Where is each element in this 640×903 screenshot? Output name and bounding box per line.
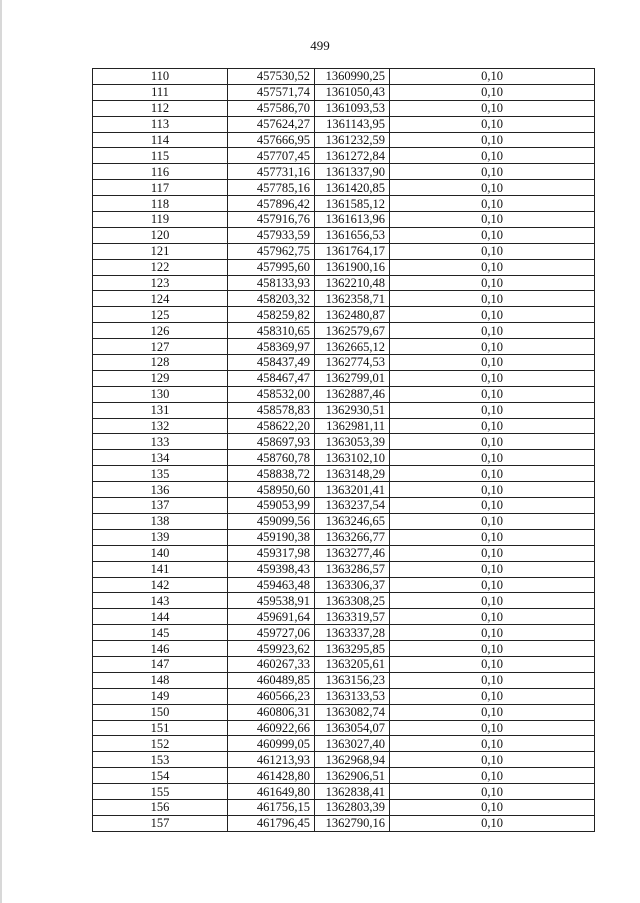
point-number-cell: 154 xyxy=(93,768,228,784)
x-coordinate-cell: 461649,80 xyxy=(228,784,315,800)
y-coordinate-cell: 1362968,94 xyxy=(315,752,390,768)
table-row xyxy=(93,148,595,164)
deviation-cell: 0,10 xyxy=(390,243,595,259)
x-coordinate-cell: 457707,45 xyxy=(228,148,315,164)
point-number-cell: 112 xyxy=(93,100,228,116)
x-coordinate-cell: 458437,49 xyxy=(228,355,315,371)
x-coordinate-cell: 461213,93 xyxy=(228,752,315,768)
x-coordinate-cell: 460806,31 xyxy=(228,704,315,720)
table-row xyxy=(93,307,595,323)
point-number-cell: 139 xyxy=(93,529,228,545)
y-coordinate-cell: 1361764,17 xyxy=(315,243,390,259)
x-coordinate-cell: 458467,47 xyxy=(228,370,315,386)
table-row xyxy=(93,434,595,450)
y-coordinate-cell: 1362210,48 xyxy=(315,275,390,291)
y-coordinate-cell: 1363337,28 xyxy=(315,625,390,641)
deviation-cell: 0,10 xyxy=(390,656,595,672)
point-number-cell: 123 xyxy=(93,275,228,291)
y-coordinate-cell: 1363053,39 xyxy=(315,434,390,450)
table-row xyxy=(93,672,595,688)
y-coordinate-cell: 1362838,41 xyxy=(315,784,390,800)
x-coordinate-cell: 457624,27 xyxy=(228,116,315,132)
y-coordinate-cell: 1363054,07 xyxy=(315,720,390,736)
table-row xyxy=(93,227,595,243)
table-row xyxy=(93,688,595,704)
point-number-cell: 143 xyxy=(93,593,228,609)
x-coordinate-cell: 457666,95 xyxy=(228,132,315,148)
y-coordinate-cell: 1363133,53 xyxy=(315,688,390,704)
point-number-cell: 156 xyxy=(93,799,228,815)
y-coordinate-cell: 1363205,61 xyxy=(315,656,390,672)
table-row xyxy=(93,275,595,291)
table-row xyxy=(93,450,595,466)
x-coordinate-cell: 457896,42 xyxy=(228,196,315,212)
table-row xyxy=(93,561,595,577)
table-row xyxy=(93,196,595,212)
x-coordinate-cell: 458369,97 xyxy=(228,339,315,355)
point-number-cell: 150 xyxy=(93,704,228,720)
y-coordinate-cell: 1361585,12 xyxy=(315,196,390,212)
point-number-cell: 128 xyxy=(93,355,228,371)
point-number-cell: 124 xyxy=(93,291,228,307)
point-number-cell: 110 xyxy=(93,69,228,85)
y-coordinate-cell: 1363308,25 xyxy=(315,593,390,609)
y-coordinate-cell: 1363246,65 xyxy=(315,513,390,529)
x-coordinate-cell: 458532,00 xyxy=(228,386,315,402)
table-row xyxy=(93,386,595,402)
table-row xyxy=(93,609,595,625)
x-coordinate-cell: 459727,06 xyxy=(228,625,315,641)
x-coordinate-cell: 459923,62 xyxy=(228,641,315,657)
point-number-cell: 151 xyxy=(93,720,228,736)
y-coordinate-cell: 1361656,53 xyxy=(315,227,390,243)
y-coordinate-cell: 1362930,51 xyxy=(315,402,390,418)
deviation-cell: 0,10 xyxy=(390,148,595,164)
table-row xyxy=(93,355,595,371)
y-coordinate-cell: 1362790,16 xyxy=(315,815,390,831)
point-number-cell: 120 xyxy=(93,227,228,243)
x-coordinate-cell: 458259,82 xyxy=(228,307,315,323)
point-number-cell: 157 xyxy=(93,815,228,831)
table-row xyxy=(93,132,595,148)
deviation-cell: 0,10 xyxy=(390,100,595,116)
y-coordinate-cell: 1361050,43 xyxy=(315,84,390,100)
table-row xyxy=(93,656,595,672)
table-row xyxy=(93,641,595,657)
deviation-cell: 0,10 xyxy=(390,418,595,434)
deviation-cell: 0,10 xyxy=(390,641,595,657)
y-coordinate-cell: 1361613,96 xyxy=(315,212,390,228)
y-coordinate-cell: 1362799,01 xyxy=(315,370,390,386)
x-coordinate-cell: 457530,52 xyxy=(228,69,315,85)
point-number-cell: 149 xyxy=(93,688,228,704)
table-row xyxy=(93,323,595,339)
deviation-cell: 0,10 xyxy=(390,545,595,561)
x-coordinate-cell: 460566,23 xyxy=(228,688,315,704)
point-number-cell: 145 xyxy=(93,625,228,641)
y-coordinate-cell: 1361272,84 xyxy=(315,148,390,164)
y-coordinate-cell: 1363295,85 xyxy=(315,641,390,657)
x-coordinate-cell: 459190,38 xyxy=(228,529,315,545)
point-number-cell: 142 xyxy=(93,577,228,593)
y-coordinate-cell: 1363156,23 xyxy=(315,672,390,688)
point-number-cell: 153 xyxy=(93,752,228,768)
y-coordinate-cell: 1361337,90 xyxy=(315,164,390,180)
deviation-cell: 0,10 xyxy=(390,180,595,196)
deviation-cell: 0,10 xyxy=(390,752,595,768)
y-coordinate-cell: 1361232,59 xyxy=(315,132,390,148)
point-number-cell: 111 xyxy=(93,84,228,100)
table-row xyxy=(93,752,595,768)
deviation-cell: 0,10 xyxy=(390,339,595,355)
x-coordinate-cell: 458310,65 xyxy=(228,323,315,339)
y-coordinate-cell: 1363201,41 xyxy=(315,482,390,498)
table-row xyxy=(93,164,595,180)
table-row xyxy=(93,704,595,720)
point-number-cell: 134 xyxy=(93,450,228,466)
y-coordinate-cell: 1363082,74 xyxy=(315,704,390,720)
table-row xyxy=(93,784,595,800)
x-coordinate-cell: 459099,56 xyxy=(228,513,315,529)
table-row xyxy=(93,180,595,196)
deviation-cell: 0,10 xyxy=(390,116,595,132)
deviation-cell: 0,10 xyxy=(390,609,595,625)
table-row xyxy=(93,243,595,259)
y-coordinate-cell: 1363148,29 xyxy=(315,466,390,482)
table-row xyxy=(93,799,595,815)
x-coordinate-cell: 458133,93 xyxy=(228,275,315,291)
x-coordinate-cell: 457962,75 xyxy=(228,243,315,259)
y-coordinate-cell: 1362665,12 xyxy=(315,339,390,355)
table-row xyxy=(93,339,595,355)
deviation-cell: 0,10 xyxy=(390,227,595,243)
point-number-cell: 140 xyxy=(93,545,228,561)
x-coordinate-cell: 458622,20 xyxy=(228,418,315,434)
x-coordinate-cell: 457995,60 xyxy=(228,259,315,275)
point-number-cell: 119 xyxy=(93,212,228,228)
table-row xyxy=(93,577,595,593)
deviation-cell: 0,10 xyxy=(390,466,595,482)
point-number-cell: 129 xyxy=(93,370,228,386)
x-coordinate-cell: 458578,83 xyxy=(228,402,315,418)
point-number-cell: 130 xyxy=(93,386,228,402)
table-row xyxy=(93,418,595,434)
point-number-cell: 116 xyxy=(93,164,228,180)
y-coordinate-cell: 1363237,54 xyxy=(315,498,390,514)
x-coordinate-cell: 459398,43 xyxy=(228,561,315,577)
y-coordinate-cell: 1360990,25 xyxy=(315,69,390,85)
table-row xyxy=(93,69,595,85)
coordinates-table xyxy=(92,68,595,832)
deviation-cell: 0,10 xyxy=(390,672,595,688)
table-row xyxy=(93,815,595,831)
deviation-cell: 0,10 xyxy=(390,84,595,100)
deviation-cell: 0,10 xyxy=(390,370,595,386)
deviation-cell: 0,10 xyxy=(390,212,595,228)
deviation-cell: 0,10 xyxy=(390,688,595,704)
table-row xyxy=(93,370,595,386)
table-row xyxy=(93,84,595,100)
table-row xyxy=(93,720,595,736)
deviation-cell: 0,10 xyxy=(390,498,595,514)
deviation-cell: 0,10 xyxy=(390,815,595,831)
x-coordinate-cell: 458697,93 xyxy=(228,434,315,450)
x-coordinate-cell: 460489,85 xyxy=(228,672,315,688)
y-coordinate-cell: 1362981,11 xyxy=(315,418,390,434)
deviation-cell: 0,10 xyxy=(390,768,595,784)
deviation-cell: 0,10 xyxy=(390,450,595,466)
point-number-cell: 127 xyxy=(93,339,228,355)
deviation-cell: 0,10 xyxy=(390,434,595,450)
deviation-cell: 0,10 xyxy=(390,625,595,641)
deviation-cell: 0,10 xyxy=(390,386,595,402)
deviation-cell: 0,10 xyxy=(390,529,595,545)
x-coordinate-cell: 460999,05 xyxy=(228,736,315,752)
point-number-cell: 146 xyxy=(93,641,228,657)
table-row xyxy=(93,291,595,307)
point-number-cell: 148 xyxy=(93,672,228,688)
deviation-cell: 0,10 xyxy=(390,132,595,148)
y-coordinate-cell: 1362480,87 xyxy=(315,307,390,323)
point-number-cell: 118 xyxy=(93,196,228,212)
y-coordinate-cell: 1363286,57 xyxy=(315,561,390,577)
y-coordinate-cell: 1362906,51 xyxy=(315,768,390,784)
deviation-cell: 0,10 xyxy=(390,593,595,609)
deviation-cell: 0,10 xyxy=(390,291,595,307)
deviation-cell: 0,10 xyxy=(390,577,595,593)
x-coordinate-cell: 457571,74 xyxy=(228,84,315,100)
table-row xyxy=(93,100,595,116)
point-number-cell: 126 xyxy=(93,323,228,339)
x-coordinate-cell: 459538,91 xyxy=(228,593,315,609)
point-number-cell: 122 xyxy=(93,259,228,275)
x-coordinate-cell: 458838,72 xyxy=(228,466,315,482)
x-coordinate-cell: 459053,99 xyxy=(228,498,315,514)
point-number-cell: 125 xyxy=(93,307,228,323)
x-coordinate-cell: 457586,70 xyxy=(228,100,315,116)
x-coordinate-cell: 461796,45 xyxy=(228,815,315,831)
x-coordinate-cell: 459691,64 xyxy=(228,609,315,625)
deviation-cell: 0,10 xyxy=(390,69,595,85)
y-coordinate-cell: 1362358,71 xyxy=(315,291,390,307)
deviation-cell: 0,10 xyxy=(390,275,595,291)
deviation-cell: 0,10 xyxy=(390,196,595,212)
y-coordinate-cell: 1361143,95 xyxy=(315,116,390,132)
table-row xyxy=(93,736,595,752)
deviation-cell: 0,10 xyxy=(390,323,595,339)
table-row xyxy=(93,529,595,545)
y-coordinate-cell: 1363306,37 xyxy=(315,577,390,593)
x-coordinate-cell: 457916,76 xyxy=(228,212,315,228)
point-number-cell: 147 xyxy=(93,656,228,672)
deviation-cell: 0,10 xyxy=(390,307,595,323)
point-number-cell: 113 xyxy=(93,116,228,132)
point-number-cell: 121 xyxy=(93,243,228,259)
point-number-cell: 144 xyxy=(93,609,228,625)
point-number-cell: 141 xyxy=(93,561,228,577)
scan-edge xyxy=(0,0,2,903)
deviation-cell: 0,10 xyxy=(390,259,595,275)
point-number-cell: 136 xyxy=(93,482,228,498)
y-coordinate-cell: 1362579,67 xyxy=(315,323,390,339)
deviation-cell: 0,10 xyxy=(390,355,595,371)
page-number: 499 xyxy=(310,38,330,53)
table-row xyxy=(93,593,595,609)
point-number-cell: 117 xyxy=(93,180,228,196)
x-coordinate-cell: 460922,66 xyxy=(228,720,315,736)
x-coordinate-cell: 457933,59 xyxy=(228,227,315,243)
point-number-cell: 115 xyxy=(93,148,228,164)
table-row xyxy=(93,212,595,228)
coordinates-table-body xyxy=(93,69,595,832)
y-coordinate-cell: 1363319,57 xyxy=(315,609,390,625)
x-coordinate-cell: 457785,16 xyxy=(228,180,315,196)
table-row xyxy=(93,625,595,641)
table-row xyxy=(93,116,595,132)
y-coordinate-cell: 1363027,40 xyxy=(315,736,390,752)
x-coordinate-cell: 457731,16 xyxy=(228,164,315,180)
x-coordinate-cell: 461428,80 xyxy=(228,768,315,784)
table-row xyxy=(93,768,595,784)
x-coordinate-cell: 459317,98 xyxy=(228,545,315,561)
x-coordinate-cell: 458950,60 xyxy=(228,482,315,498)
deviation-cell: 0,10 xyxy=(390,736,595,752)
point-number-cell: 138 xyxy=(93,513,228,529)
x-coordinate-cell: 460267,33 xyxy=(228,656,315,672)
y-coordinate-cell: 1363277,46 xyxy=(315,545,390,561)
table-row xyxy=(93,482,595,498)
point-number-cell: 135 xyxy=(93,466,228,482)
y-coordinate-cell: 1361093,53 xyxy=(315,100,390,116)
deviation-cell: 0,10 xyxy=(390,513,595,529)
deviation-cell: 0,10 xyxy=(390,784,595,800)
table-row xyxy=(93,466,595,482)
deviation-cell: 0,10 xyxy=(390,402,595,418)
y-coordinate-cell: 1363266,77 xyxy=(315,529,390,545)
table-row xyxy=(93,498,595,514)
y-coordinate-cell: 1361900,16 xyxy=(315,259,390,275)
y-coordinate-cell: 1362803,39 xyxy=(315,799,390,815)
point-number-cell: 131 xyxy=(93,402,228,418)
point-number-cell: 132 xyxy=(93,418,228,434)
x-coordinate-cell: 461756,15 xyxy=(228,799,315,815)
y-coordinate-cell: 1362887,46 xyxy=(315,386,390,402)
deviation-cell: 0,10 xyxy=(390,704,595,720)
x-coordinate-cell: 459463,48 xyxy=(228,577,315,593)
y-coordinate-cell: 1363102,10 xyxy=(315,450,390,466)
deviation-cell: 0,10 xyxy=(390,720,595,736)
deviation-cell: 0,10 xyxy=(390,561,595,577)
table-row xyxy=(93,259,595,275)
point-number-cell: 152 xyxy=(93,736,228,752)
x-coordinate-cell: 458203,32 xyxy=(228,291,315,307)
deviation-cell: 0,10 xyxy=(390,799,595,815)
point-number-cell: 137 xyxy=(93,498,228,514)
deviation-cell: 0,10 xyxy=(390,482,595,498)
deviation-cell: 0,10 xyxy=(390,164,595,180)
y-coordinate-cell: 1362774,53 xyxy=(315,355,390,371)
y-coordinate-cell: 1361420,85 xyxy=(315,180,390,196)
point-number-cell: 155 xyxy=(93,784,228,800)
x-coordinate-cell: 458760,78 xyxy=(228,450,315,466)
point-number-cell: 133 xyxy=(93,434,228,450)
table-row xyxy=(93,513,595,529)
point-number-cell: 114 xyxy=(93,132,228,148)
table-row xyxy=(93,402,595,418)
table-row xyxy=(93,545,595,561)
